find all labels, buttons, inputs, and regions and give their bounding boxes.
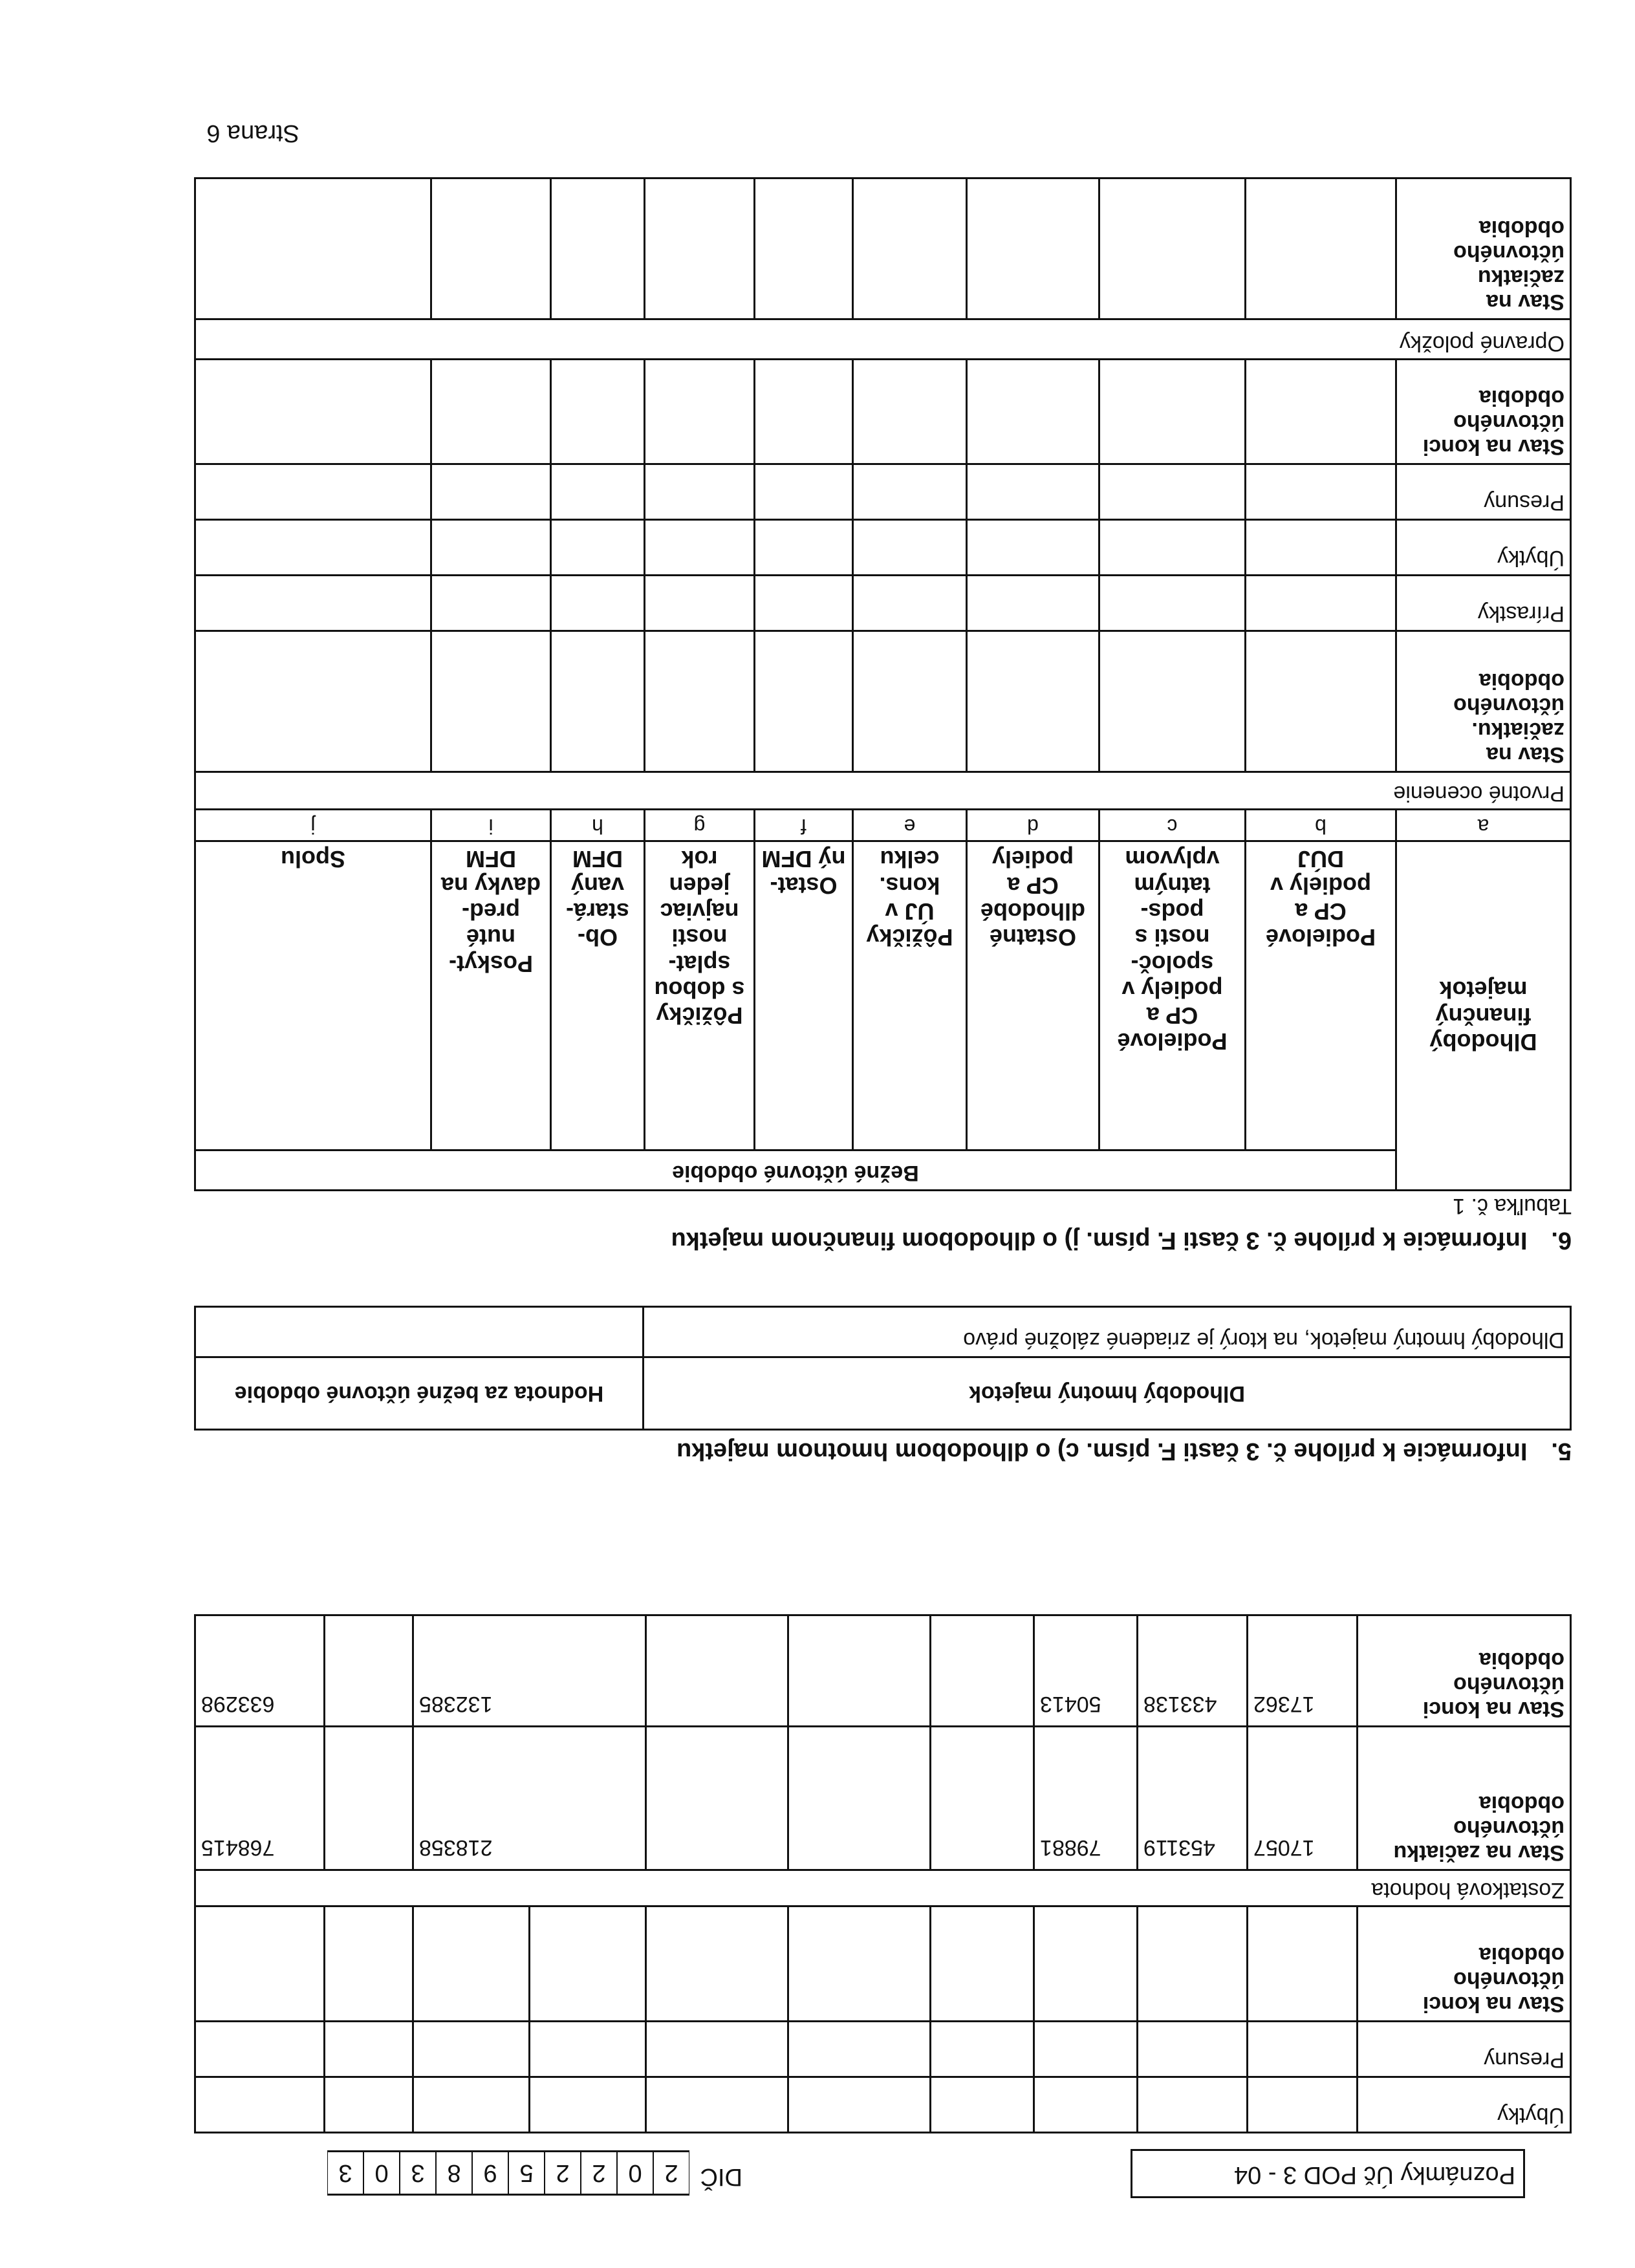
table-row [195,464,1570,520]
section5-title: Informácie k prílohe č. 3 časti F. písm. c) o dlhodobom hmotnom majetku [677,1438,1528,1465]
letters-row [195,810,1570,841]
column-header: Ostat-ný DFM [755,841,853,1150]
section6-heading [671,1226,1572,1254]
column-letter: e [853,810,967,841]
dic-digit: 2 [581,2150,617,2196]
page-number: Strana 6 [206,120,299,147]
column-letter: j [195,810,431,841]
dic-digit: 2 [653,2150,689,2196]
table-row [195,1906,1571,2022]
dic-digit: 0 [363,2150,400,2196]
section-label: Zostatková hodnota [195,1870,1571,1906]
row-label: Presuny [1358,2022,1571,2077]
dic-label: DIČ [700,2163,742,2190]
dic-digit: 5 [508,2150,545,2196]
column-header: Hodnota za bežné účtovné obdobie [195,1357,644,1430]
value-cell: 453119 [1138,1727,1248,1870]
dic-digit: 9 [472,2150,508,2196]
table-row [195,2077,1571,2133]
column-header: Spolu [195,841,431,1150]
row-header: Dlhodobý finančný majetok [1396,841,1571,1191]
table-label: Tabuľka č. 1 [1453,1194,1572,1218]
table-row [195,576,1570,631]
section-row [195,319,1570,360]
row-label: Presuny [1396,464,1571,520]
row-label: Prírastky [1396,576,1571,631]
section5-number: 5. [1551,1438,1572,1465]
row-label: Dlhodobý hmotný majetok, na ktorý je zriadené záložné právo [644,1307,1571,1357]
table-row [195,360,1570,464]
value-cell: 768415 [195,1727,325,1870]
table-row [195,178,1570,319]
column-header: Ostatné dlhodobé CP a podiely [967,841,1099,1150]
dic-digit: 8 [436,2150,472,2196]
value-cell: 50413 [1034,1615,1138,1727]
row-label: Stav na konci účtovného obdobia [1358,1906,1571,2022]
value-cell [788,1615,931,1727]
section6-number: 6. [1551,1227,1572,1254]
dfm-table [194,177,1572,1191]
column-header: Ob-stará-vaný DFM [551,841,645,1150]
value-cell [646,1727,788,1870]
value-cell: 218358 [413,1727,646,1870]
section6-title: Informácie k prílohe č. 3 časti F. písm. j) o dlhodobom finančnom majetku [671,1227,1528,1254]
column-letter: c [1099,810,1246,841]
value-cell [325,1615,413,1727]
value-cell: 79881 [1034,1727,1138,1870]
dic-digit: 2 [545,2150,581,2196]
value-cell: 17362 [1248,1615,1358,1727]
column-header: Podielové CP a podiely v spoloč-nosti s pods-tatným vplyvom [1099,841,1246,1150]
row-label: Stav na začiatku účtovného obdobia [1358,1727,1571,1870]
row-label: Stav na konci účtovného obdobia [1396,360,1571,464]
dic-digit: 0 [617,2150,653,2196]
value-cell: 132385 [413,1615,646,1727]
row-label: Stav na konci účtovného obdobia [1358,1615,1571,1727]
value-cell [931,1615,1034,1727]
section-row [195,772,1570,810]
table-row [195,1615,1571,1727]
column-letter: i [431,810,551,841]
dhm-continuation-table [194,1614,1572,2133]
form-code-box [1131,2149,1525,2198]
table-row [195,520,1570,576]
table-row [195,631,1570,772]
value-cell [931,1727,1034,1870]
value-cell: 633298 [195,1615,325,1727]
column-letter: b [1246,810,1396,841]
section-label: Opravné položky [195,319,1570,360]
value-cell [646,1615,788,1727]
section-label: Prvotné ocenenie [195,772,1570,810]
column-letter: d [967,810,1099,841]
dic-digit: 3 [400,2150,436,2196]
dhm-pledge-table [194,1306,1572,1431]
value-cell [325,1727,413,1870]
column-letter: a [1396,810,1571,841]
table-row [195,841,1570,1150]
row-label: Stav na začiatku účtovného obdobia [1396,178,1571,319]
period-header: Bežné účtovné obdobie [195,1150,1396,1191]
dic-digit: 3 [327,2150,363,2196]
row-label: Úbytky [1396,520,1571,576]
section5-heading [677,1437,1572,1465]
dic-boxes [327,2150,689,2196]
row-label: Úbytky [1358,2077,1571,2133]
column-letter: f [755,810,853,841]
column-header: Dlhodobý hmotný majetok [644,1357,1571,1430]
value-cell [788,1727,931,1870]
table-row [195,2022,1571,2077]
row-label: Stav na začiatku. účtovného obdobia [1396,631,1571,772]
column-header: Poskyt-nuté pred-davky na DFM [431,841,551,1150]
table-row [195,1307,1571,1357]
value-cell [195,1307,644,1357]
column-letter: g [645,810,755,841]
column-header: Podielové CP a podiely v DÚJ [1246,841,1396,1150]
section-row [195,1870,1571,1906]
value-cell: 17057 [1248,1727,1358,1870]
column-header: Pôžičky ÚJ v kons. celku [853,841,967,1150]
column-header: Pôžičky s dobou splat-nosti najviac jeden rok [645,841,755,1150]
column-letter: h [551,810,645,841]
table-row [195,1150,1570,1191]
value-cell: 433138 [1138,1615,1248,1727]
table-row [195,1357,1571,1430]
form-code: Poznámky Úč POD 3 - 04 [1233,2161,1515,2188]
table-row [195,1727,1571,1870]
